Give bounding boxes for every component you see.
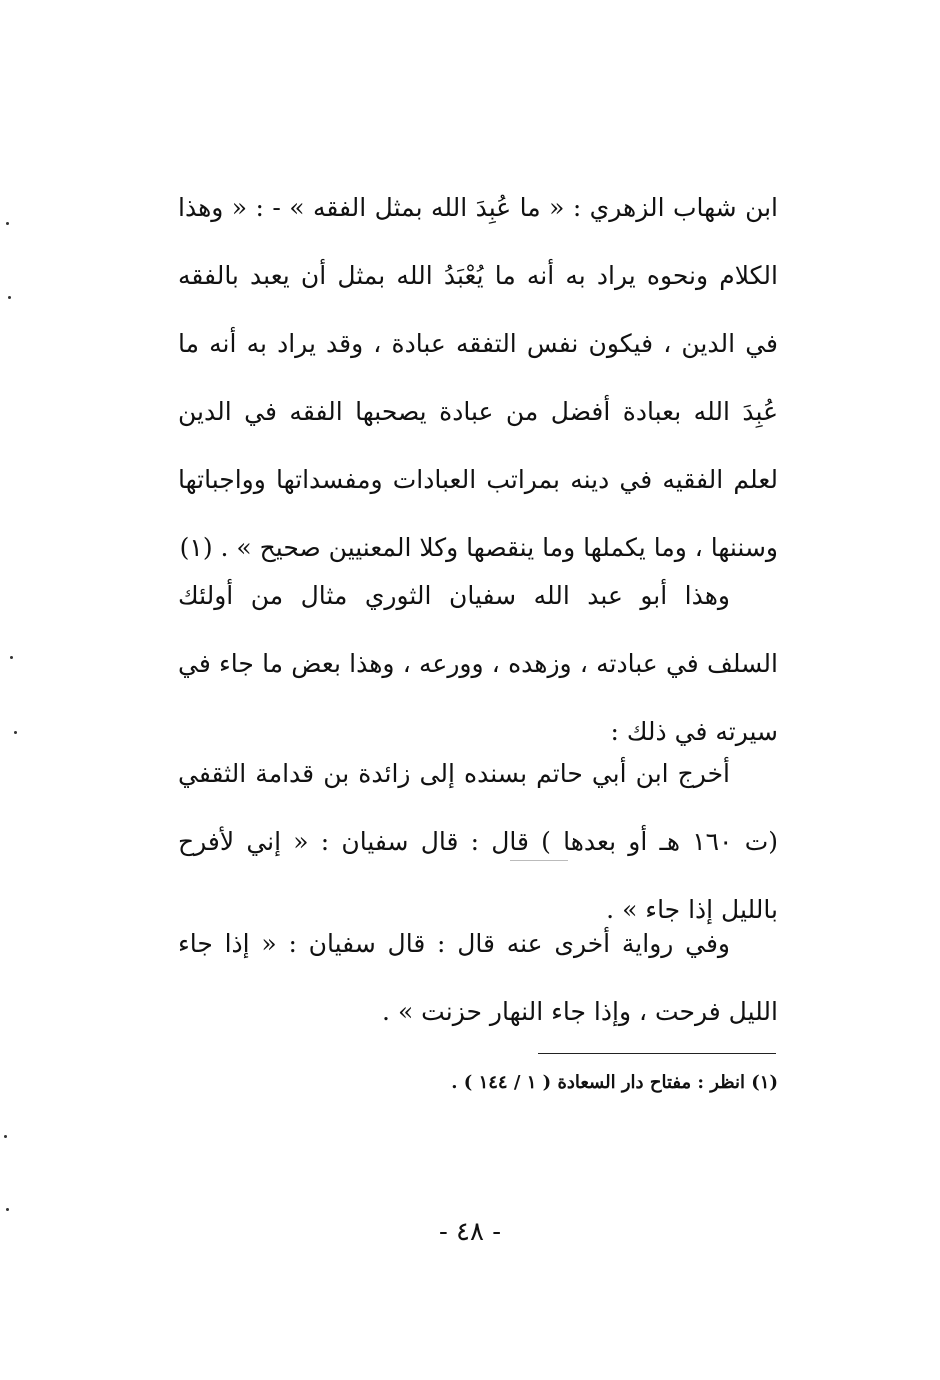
main-text-4 (178, 910, 778, 1046)
main-text-2 (178, 562, 778, 766)
footnote-divider (538, 1053, 776, 1054)
page-number: - ٤٨ - (438, 1217, 502, 1247)
scan-speck (8, 296, 11, 299)
scan-speck (4, 1135, 7, 1138)
scan-mark (510, 860, 568, 861)
paragraph-sufyan-intro: وهذا أبو عبد الله سفيان الثوري مثال من أولئك السلف في عبادته ، وزهده ، وورعه ، وهذا بعض ما جاء في سيرته في ذلك : (178, 581, 778, 746)
footnote: (١) انظر : مفتاح دار السعادة ( ١ / ١٤٤ ) . (451, 1072, 778, 1093)
scan-speck (6, 222, 9, 225)
paragraph-quote-zuhri: ابن شهاب الزهري : « ما عُبِدَ الله بمثل الفقه » - : « وهذا الكلام ونحوه يراد به أنه ما يُعْبَدُ الله بمثل أن يعبد بالفقه في الدين ، فيكون نفس التفقه عبادة ، وقد يراد به أنه ما عُبِدَ الله بعبادة أفضل من عبادة يصحبها الفقه في الدين لعلم الفقيه في دينه بمراتب العبادات ومفسداتها وواجباتها وسننها ، وما يكملها وما ينقصها وكلا المعنيين صحيح » . (١) (178, 193, 778, 562)
main-text (178, 174, 778, 582)
scan-speck (10, 656, 13, 659)
scan-speck (6, 1208, 9, 1211)
paragraph-narration-2: وفي رواية أخرى عنه قال : قال سفيان : « إذا جاء الليل فرحت ، وإذا جاء النهار حزنت » . (178, 929, 778, 1026)
scan-speck (14, 731, 17, 734)
paragraph-narration-1: أخرج ابن أبي حاتم بسنده إلى زائدة بن قدامة الثقفي (ت ١٦٠ هـ أو بعدها ) قال : قال سفيان : « إني لأفرح بالليل إذا جاء » . (178, 759, 778, 924)
